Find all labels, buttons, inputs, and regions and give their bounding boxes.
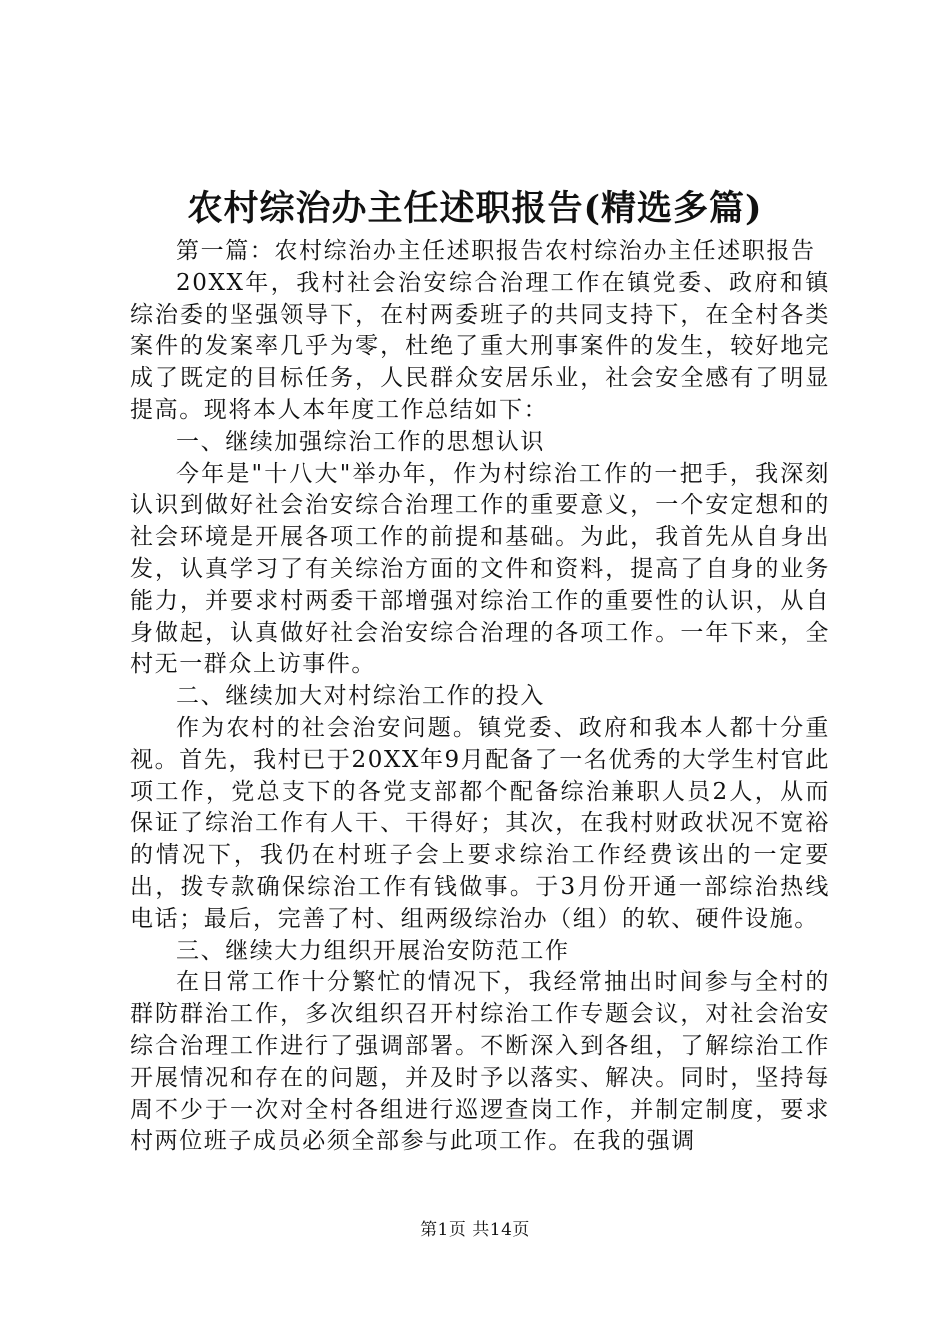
paragraph-intro: 20XX年，我村社会治安综合治理工作在镇党委、政府和镇综治委的坚强领导下，在村两委班子的共同支持下，在全村各类案件的发案率几乎为零，杜绝了重大刑事案件的发生，较好地完成了既定的目标任务，人民群众安居乐业，社会安全感有了明显提高。现将本人本年度工作总结如下： [130,269,830,423]
document-body [130,236,830,1158]
paragraph-heading-part-1: 第一篇：农村综治办主任述职报告农村综治办主任述职报告 [176,238,816,264]
paragraph-section-3: 在日常工作十分繁忙的情况下，我经常抽出时间参与全村的群防群治工作，多次组织召开村综治工作专题会议，对社会治安综合治理工作进行了强调部署。不断深入到各组，了解综治工作开展情况和存在的问题，并及时予以落实、解决。同时，坚持每周不少于一次对全村各组进行巡逻查岗工作，并制定制度，要求村两位班子成员必须全部参与此项工作。在我的强调 [130,969,830,1155]
section-heading-3: 三、继续大力组织开展治安防范工作 [176,937,570,964]
page-number-footer: 第1页 共14页 [420,1220,530,1240]
paragraph-section-1: 今年是"十八大"举办年，作为村综治工作的一把手，我深刻认识到做好社会治安综合治理工作的重要意义，一个安定想和的社会环境是开展各项工作的前提和基础。为此，我首先从自身出发，认真学习了有关综治方面的文件和资料，提高了自身的业务能力，并要求村两委干部增强对综治工作的重要性的认识，从自身做起，认真做好社会治安综合治理的各项工作。一年下来，全村无一群众上访事件。 [130,460,830,678]
section-heading-1: 一、继续加强综治工作的思想认识 [176,428,545,455]
section-heading-2: 二、继续加大对村综治工作的投入 [176,683,545,710]
paragraph-section-2: 作为农村的社会治安问题。镇党委、政府和我本人都十分重视。首先，我村已于20XX年9月配备了一名优秀的大学生村官此项工作，党总支下的各党支部都个配备综治兼职人员2人，从而保证了综治工作有人干、干得好；其次，在我村财政状况不宽裕的情况下，我仍在村班子会上要求综治工作经费该出的一定要出，拨专款确保综治工作有钱做事。于3月份开通一部综治热线电话；最后，完善了村、组两级综治办（组）的软、硬件设施。 [130,714,830,932]
document-title: 农村综治办主任述职报告(精选多篇) [187,188,763,229]
